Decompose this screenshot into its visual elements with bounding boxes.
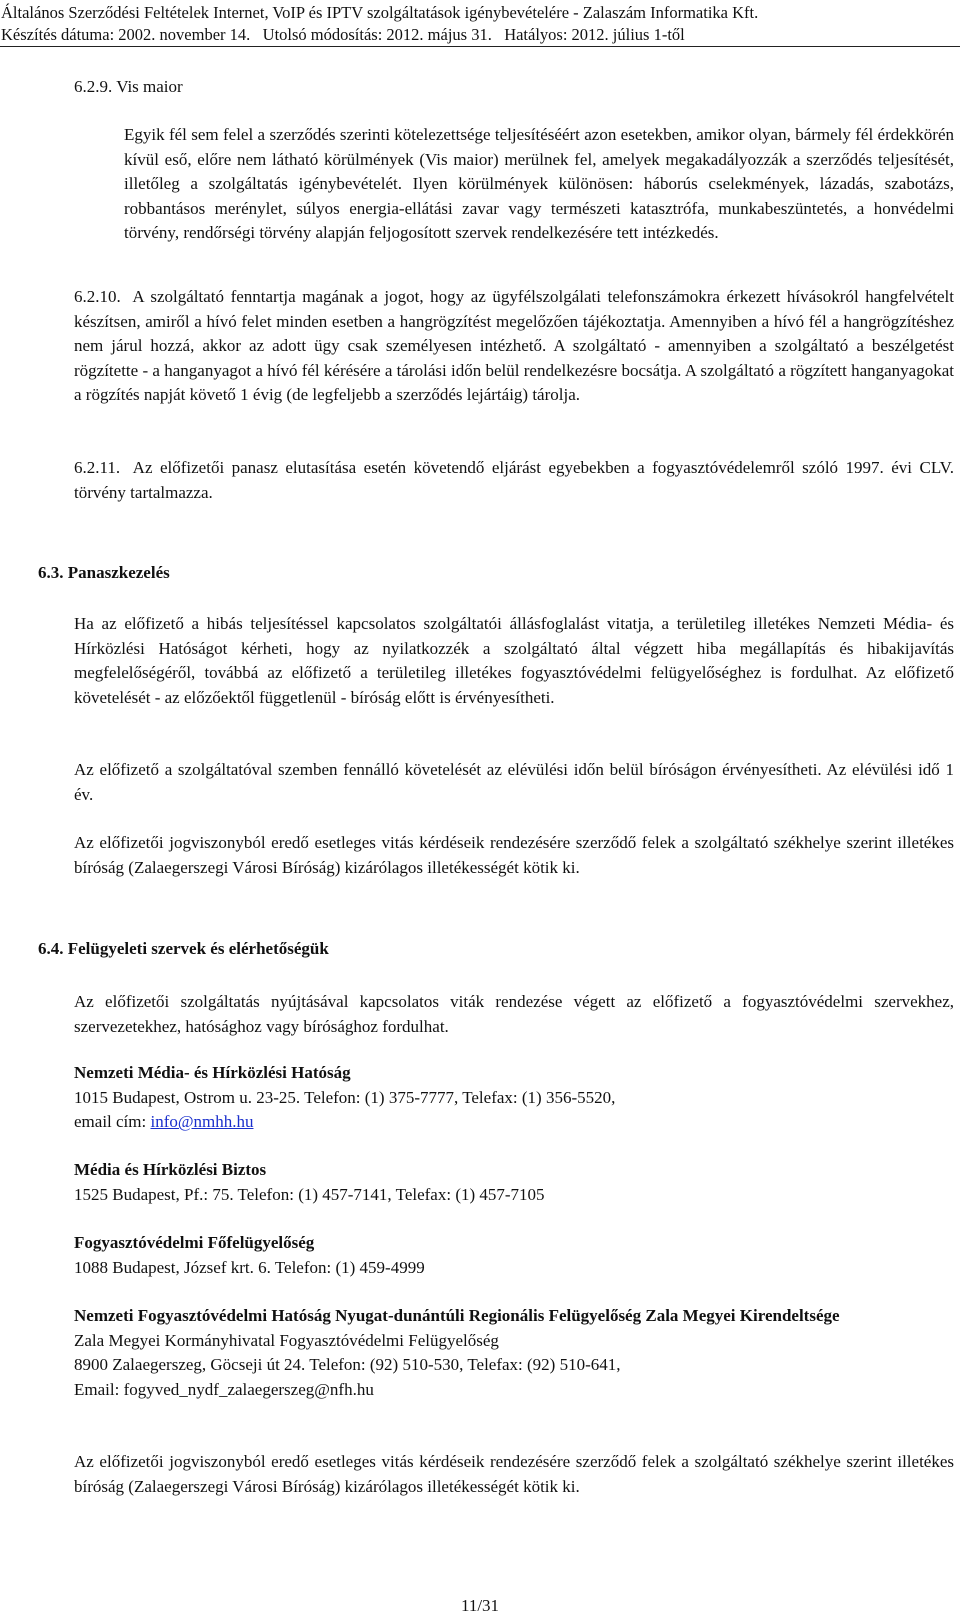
org-zala-address: 8900 Zalaegerszeg, Göcseji út 24. Telefon: (92) 510-530, Telefax: (92) 510-641,	[74, 1355, 621, 1375]
section-6-3-title: Panaszkezelés	[67, 563, 170, 582]
section-6-2-9-text: Egyik fél sem felel a szerződés szerinti kötelezettsége teljesítéséért azon esetekben, amikor olyan, bármely fél érdekkörén kívül eső, előre nem látható körülmények (Vis maior) merülnek fel, amelyek megakadályozzák a szerződés teljesítését, illetőleg a szolgáltatás igénybevételét. Ilyen körülmények különösen: háborús cselekmények, lázadás, szabotázs, robbantásos merénylet, súlyos energia-ellátási zavar vagy természeti katasztrófa, munkabeszüntetés, a honvédelmi törvény, rendőrségi törvény alapján feljogosított szervek rendelkezésére tett intézkedés.	[124, 125, 954, 243]
org-nmhh-email-label: email cím:	[74, 1112, 151, 1132]
section-6-4-intro: Az előfizetői szolgáltatás nyújtásával kapcsolatos viták rendezése végett az előfizető a fogyasztóvédelmi szervekhez, szervezetekhez, hatósághoz vagy bírósághoz fordulhat.	[74, 992, 954, 1036]
org-biztos-name: Média és Hírközlési Biztos	[74, 1160, 267, 1179]
header-divider	[0, 46, 960, 47]
org-nmhh-name: Nemzeti Média- és Hírközlési Hatóság	[74, 1063, 351, 1082]
section-6-2-9-heading: 6.2.9. Vis maior	[74, 77, 183, 96]
page-header	[0, 2, 960, 46]
section-6-4-title: Felügyeleti szervek és elérhetőségük	[67, 939, 329, 958]
section-6-4-closing: Az előfizetői jogviszonyból eredő esetleges vitás kérdéseik rendezésére szerződő felek a szolgáltató székhelye szerint illetékes bíróság (Zalaegerszegi Városi Bíróság) kizárólagos illetékességét kötik ki.	[74, 1452, 954, 1496]
section-6-2-11-number: 6.2.11.	[74, 458, 121, 477]
org-nmhh-email-line	[74, 1110, 954, 1135]
section-6-3-paragraph-1: Ha az előfizető a hibás teljesítéssel kapcsolatos szolgáltatói állásfoglalást vitatja, a területileg illetékes Nemzeti Média- és Hírközlési Hatóságot kérheti, hogy az nyilatkozzék a szolgáltató által végzett hiba megállapítás és hibakijavítás megfelelőségéről, továbbá az előfizető a területileg illetékes fogyasztóvédelmi felügyelőséghez is fordulhat. Az előfizető követelését - az előzőektől függetlenül - bíróság előtt is érvényesítheti.	[74, 614, 954, 707]
section-6-3-number: 6.3.	[38, 563, 64, 582]
section-6-2-10-text: A szolgáltató fenntartja magának a jogot, hogy az ügyfélszolgálati telefonszámokra érkezett hívásokról hangfelvételt készítsen, amiről a hívó felet minden esetben a hangrögzítést megelőzően tájékoztatja. Amennyiben a hívó fél a hangrögzítéshez nem járul hozzá, akkor az adott ügy csak személyesen intézhető. A szolgáltató - amennyiben a szolgáltató a beszélgetést rögzítette - a hanganyagot a hívó fél kérésére a tárolási időn belül rendelkezésre bocsátja. A szolgáltató a rögzített hanganyagokat a rögzítés napját követő 1 évig (de legfeljebb a szerződés lejártáig) tárolja.	[74, 287, 954, 405]
org-biztos-address: 1525 Budapest, Pf.: 75. Telefon: (1) 457-7141, Telefax: (1) 457-7105	[74, 1184, 545, 1204]
section-6-2-10	[74, 285, 954, 408]
org-zala-email: Email: fogyved_nydf_zalaegerszeg@nfh.hu	[74, 1379, 374, 1399]
org-fofelugyeloseg-name: Fogyasztóvédelmi Főfelügyelőség	[74, 1233, 315, 1252]
section-6-2-11	[74, 456, 954, 505]
section-6-4-number: 6.4.	[38, 939, 64, 958]
header-dates: Készítés dátuma: 2002. november 14. Utolsó módosítás: 2012. május 31. Hatályos: 2012. július 1-től	[1, 25, 685, 44]
section-6-3-paragraph-2: Az előfizető a szolgáltatóval szemben fennálló követelését az elévülési időn belül bíróságon érvényesítheti. Az elévülési idő 1 év.	[74, 760, 954, 804]
page-number: 11/31	[460, 1596, 500, 1615]
section-6-3-paragraph-3: Az előfizetői jogviszonyból eredő esetleges vitás kérdéseik rendezésére szerződő felek a szolgáltató székhelye szerint illetékes bíróság (Zalaegerszegi Városi Bíróság) kizárólagos illetékességét kötik ki.	[74, 833, 954, 877]
org-nmhh-email-link[interactable]: info@nmhh.hu	[150, 1112, 254, 1132]
section-6-3-heading	[38, 563, 170, 583]
section-6-2-10-number: 6.2.10.	[74, 287, 121, 306]
org-biztos	[74, 1158, 954, 1207]
org-zala	[74, 1304, 954, 1402]
org-fofelugyeloseg-address: 1088 Budapest, József krt. 6. Telefon: (1) 459-4999	[74, 1257, 425, 1277]
org-nmhh-address: 1015 Budapest, Ostrom u. 23-25. Telefon: (1) 375-7777, Telefax: (1) 356-5520,	[74, 1087, 616, 1107]
org-zala-name: Nemzeti Fogyasztóvédelmi Hatóság Nyugat-dunántúli Regionális Felügyelőség Zala Megyei Kirendeltsége	[74, 1306, 840, 1325]
org-fofelugyeloseg	[74, 1231, 954, 1280]
org-nmhh	[74, 1061, 954, 1135]
org-zala-office: Zala Megyei Kormányhivatal Fogyasztóvédelmi Felügyelőség	[74, 1330, 499, 1350]
section-6-2-11-text: Az előfizetői panasz elutasítása esetén követendő eljárást egyebekben a fogyasztóvédelemről szóló 1997. évi CLV. törvény tartalmazza.	[74, 458, 954, 502]
section-6-4-heading	[38, 939, 329, 959]
header-title: Általános Szerződési Feltételek Internet, VoIP és IPTV szolgáltatások igénybevételére - Zalaszám Informatika Kft.	[1, 3, 759, 22]
